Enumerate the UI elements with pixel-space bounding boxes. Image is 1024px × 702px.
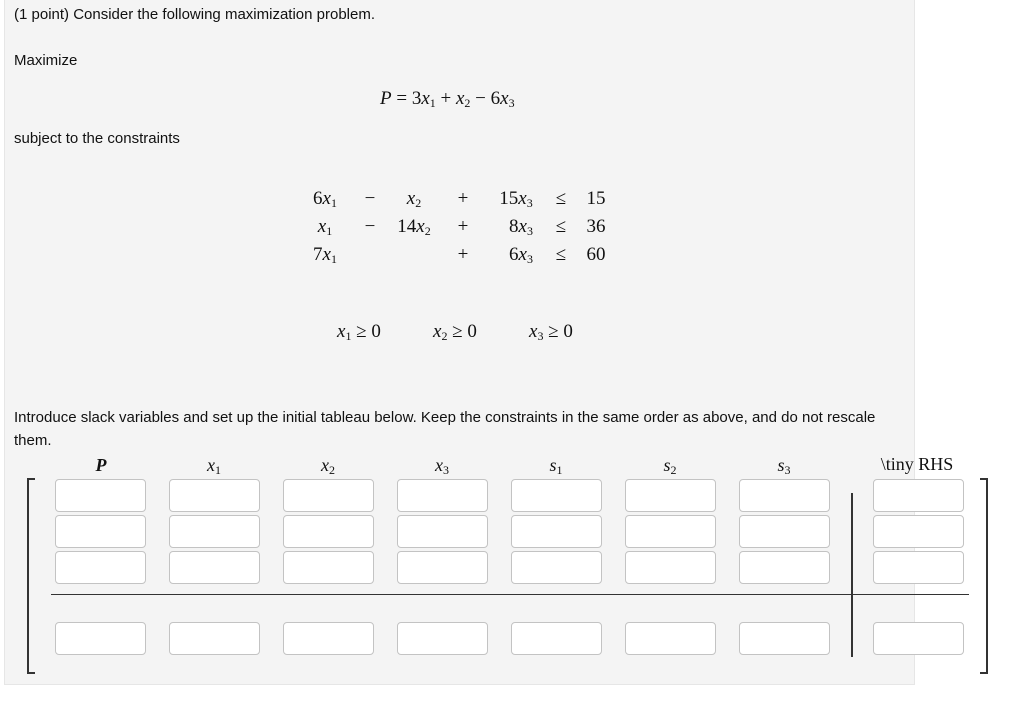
tableau-cell-r1-x3[interactable] bbox=[397, 479, 488, 512]
tableau-header-rhs: \tiny RHS bbox=[880, 454, 954, 474]
constraint-1-term-3: $15x_3$ bbox=[499, 188, 533, 210]
constraint-1-rhs: 15 bbox=[586, 188, 606, 209]
constraint-2-relation: ≤ bbox=[555, 216, 567, 237]
tableau-header-p: P bbox=[95, 455, 107, 475]
tableau-header-x1: $x_1$ bbox=[207, 455, 221, 477]
constraint-3-op-3: + bbox=[457, 244, 469, 265]
tableau-cell-obj-x1[interactable] bbox=[169, 622, 260, 655]
tableau-cell-r1-p[interactable] bbox=[55, 479, 146, 512]
tableau-cell-r2-s3[interactable] bbox=[739, 515, 830, 548]
constraint-1-op-2: − bbox=[364, 188, 376, 209]
tableau-header-s1: $s_1$ bbox=[549, 455, 563, 477]
tableau-cell-r3-rhs[interactable] bbox=[873, 551, 964, 584]
tableau-header-x2: $x_2$ bbox=[321, 455, 335, 477]
tableau-cell-r1-s2[interactable] bbox=[625, 479, 716, 512]
constraint-2-term-1: $x_1$ bbox=[317, 216, 333, 238]
constraint-3-term-3: $6x_3$ bbox=[509, 244, 533, 266]
constraint-2-term-3: $8x_3$ bbox=[509, 216, 533, 238]
constraint-3-rhs: 60 bbox=[586, 244, 606, 265]
constraint-1-term-2: $x_2$ bbox=[406, 188, 422, 210]
constraint-2-term-2: $14x_2$ bbox=[397, 216, 431, 238]
tableau-cell-obj-x2[interactable] bbox=[283, 622, 374, 655]
objective-function: $P = 3x_1 + x_2 - 6x_3$ bbox=[380, 88, 515, 110]
tableau-cell-r2-rhs[interactable] bbox=[873, 515, 964, 548]
tableau-cell-r2-x3[interactable] bbox=[397, 515, 488, 548]
constraint-2-op-3: + bbox=[457, 216, 469, 237]
constraint-1-term-1: $6x_1$ bbox=[313, 188, 337, 210]
tableau-cell-r3-p[interactable] bbox=[55, 551, 146, 584]
tableau-cell-r2-x1[interactable] bbox=[169, 515, 260, 548]
tableau-cell-obj-s3[interactable] bbox=[739, 622, 830, 655]
nonneg-x3: $x_3 \ge 0$ bbox=[529, 321, 573, 343]
constraint-1-relation: ≤ bbox=[555, 188, 567, 209]
tableau-cell-r3-s2[interactable] bbox=[625, 551, 716, 584]
tableau-cell-r3-s3[interactable] bbox=[739, 551, 830, 584]
tableau-cell-r2-s2[interactable] bbox=[625, 515, 716, 548]
tableau-cell-r2-s1[interactable] bbox=[511, 515, 602, 548]
tableau-header-x3: $x_3$ bbox=[435, 455, 449, 477]
tableau-cell-r1-s1[interactable] bbox=[511, 479, 602, 512]
subject-to-label: subject to the constraints bbox=[14, 130, 180, 147]
constraint-3-relation: ≤ bbox=[555, 244, 567, 265]
maximize-label: Maximize bbox=[14, 52, 78, 69]
rhs-divider-line bbox=[851, 493, 853, 657]
tableau-cell-r3-x1[interactable] bbox=[169, 551, 260, 584]
tableau-cell-r3-x3[interactable] bbox=[397, 551, 488, 584]
tableau-cell-obj-s2[interactable] bbox=[625, 622, 716, 655]
constraint-2-op-2: − bbox=[364, 216, 376, 237]
nonneg-x1: $x_1 \ge 0$ bbox=[337, 321, 381, 343]
tableau-cell-obj-p[interactable] bbox=[55, 622, 146, 655]
tableau-cell-obj-rhs[interactable] bbox=[873, 622, 964, 655]
tableau-cell-obj-s1[interactable] bbox=[511, 622, 602, 655]
tableau-cell-r2-x2[interactable] bbox=[283, 515, 374, 548]
instructions-text: Introduce slack variables and set up the initial tableau below. Keep the constraints in the same order as above, and do not rescale them. bbox=[14, 409, 876, 449]
objective-row-divider bbox=[51, 594, 969, 595]
tableau-cell-r1-x1[interactable] bbox=[169, 479, 260, 512]
tableau-cell-r1-s3[interactable] bbox=[739, 479, 830, 512]
constraint-1-op-3: + bbox=[457, 188, 469, 209]
problem-header: (1 point) Consider the following maximization problem. bbox=[14, 6, 375, 23]
constraint-3-term-1: $7x_1$ bbox=[313, 244, 337, 266]
constraint-2-rhs: 36 bbox=[586, 216, 606, 237]
tableau-cell-r1-rhs[interactable] bbox=[873, 479, 964, 512]
tableau-cell-obj-x3[interactable] bbox=[397, 622, 488, 655]
tableau-header-s2: $s_2$ bbox=[663, 455, 677, 477]
tableau-cell-r3-s1[interactable] bbox=[511, 551, 602, 584]
nonneg-x2: $x_2 \ge 0$ bbox=[433, 321, 477, 343]
tableau-cell-r1-x2[interactable] bbox=[283, 479, 374, 512]
tableau-cell-r2-p[interactable] bbox=[55, 515, 146, 548]
tableau-header-s3: $s_3$ bbox=[777, 455, 791, 477]
tableau-cell-r3-x2[interactable] bbox=[283, 551, 374, 584]
